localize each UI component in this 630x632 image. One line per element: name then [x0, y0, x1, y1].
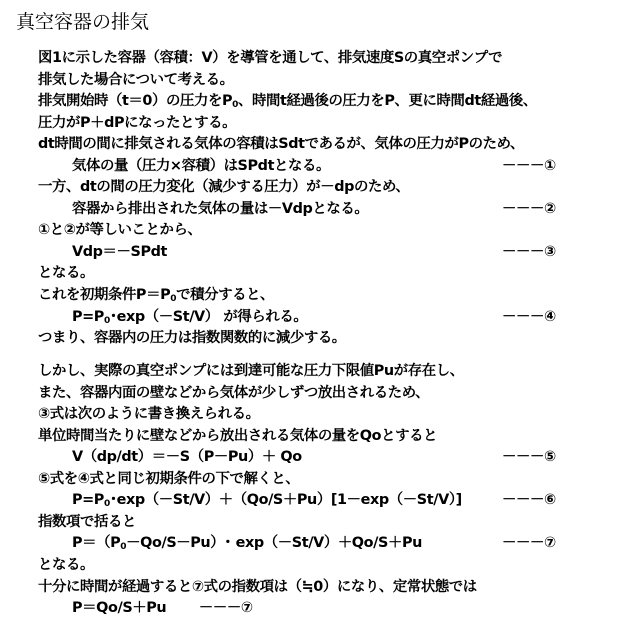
text-line: ⑤式を④式と同じ初期条件の下で解くと、: [38, 470, 300, 487]
text-line: 単位時間当たりに壁などから放出される気体の量をQoとすると: [38, 427, 438, 444]
text-line: 圧力がP＋dPになったとする。: [38, 114, 237, 131]
equation-line: $P=(P_0-Qo/S-Pu)$･ exp（－St/V）＋Qo/S＋Pu －－－⑦: [38, 533, 624, 555]
equation-line: V（dp/dt）＝－S（P－Pu）＋ Qo －－－⑤: [38, 447, 624, 469]
text-line: しかし、実際の真空ポンプには到達可能な圧力下限値Puが存在し、: [38, 363, 464, 380]
text-line: 気体の量（圧力×容積）はSPdtとなる。 －－－①: [38, 156, 624, 178]
equation-number: －－－①: [502, 157, 556, 174]
text-line: これを初期条件$P=P_0$で積分すると、: [38, 287, 275, 305]
text-line: 容器から排出された気体の量は－Vdpとなる。 －－－②: [38, 199, 624, 221]
equation-number: －－－⑤: [502, 449, 556, 466]
equation-number: －－－⑦: [502, 535, 556, 552]
document-body: [38, 48, 624, 620]
page-title: 真空容器の排気: [16, 11, 150, 33]
text-line: dt時間の間に排気される気体の容積はSdtであるが、気体の圧力がPのため、: [38, 136, 525, 153]
text-line: となる。: [38, 265, 94, 282]
text-line: 排気開始時（t＝0）の圧力を$P_0$、時間t経過後の圧力をP、更に時間dt経過後、: [38, 93, 537, 111]
text-line: また、容器内面の壁などから気体が少しずつ放出されるため、: [38, 384, 430, 401]
equation-number: －－－③: [502, 243, 556, 260]
text-line: 排気した場合について考える。: [38, 71, 234, 88]
text-line: 一方、dtの間の圧力変化（減少する圧力）が－dpのため、: [38, 179, 410, 196]
equation-line: Vdp＝－SPdt －－－③: [38, 242, 624, 264]
text-line: 十分に時間が経過すると⑦式の指数項は（≒0）になり、定常状態では: [38, 578, 477, 595]
text-line: 指数項で括ると: [38, 513, 136, 530]
equation-number: －－－⑥: [502, 492, 556, 509]
equation-number: －－－④: [502, 308, 556, 325]
text-line: つまり、容器内の圧力は指数関数的に減少する。: [38, 330, 346, 347]
text-line: 図1に示した容器（容積：V）を導管を通して、排気速度Sの真空ポンプで: [38, 50, 503, 66]
text-line: ③式は次のように書き換えられる。: [38, 406, 260, 423]
equation-line: P＝Qo/S＋Pu －－－⑦: [72, 600, 253, 617]
equation-line: $P=P_0$･exp（－St/V）＋（Qo/S＋Pu）[1－exp（－St/V）] －－－⑥: [38, 490, 624, 512]
text-line: となる。: [38, 557, 94, 574]
equation-number: －－－②: [502, 200, 556, 217]
text-line: ①と②が等しいことから、: [38, 222, 202, 239]
equation-line: $P=P_0$･exp（－St/V） が得られる。 －－－④: [38, 307, 624, 329]
